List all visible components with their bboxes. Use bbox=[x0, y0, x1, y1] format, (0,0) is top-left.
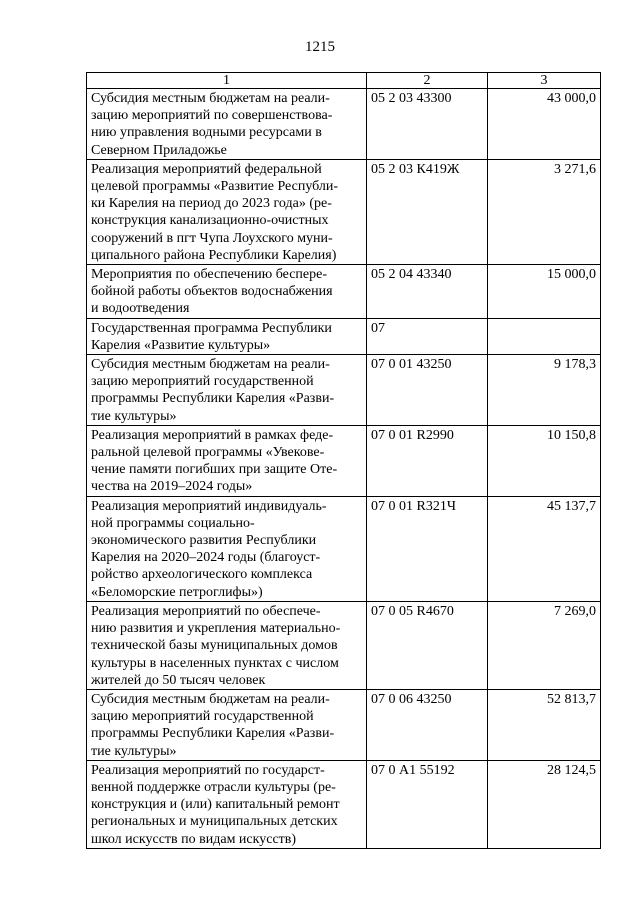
row-code-cell: 07 0 05 R4670 bbox=[367, 601, 488, 689]
row-code-cell: 05 2 04 43340 bbox=[367, 265, 488, 319]
row-name-line: тие культуры» bbox=[91, 408, 177, 424]
row-amount-cell: 9 178,3 bbox=[488, 355, 601, 426]
row-code-cell: 07 0 01 R2990 bbox=[367, 425, 488, 496]
row-name-line: Реализация мероприятий индивидуаль- bbox=[91, 498, 327, 514]
table-row bbox=[87, 425, 601, 496]
table-header-row bbox=[87, 73, 601, 89]
row-amount-cell: 45 137,7 bbox=[488, 496, 601, 601]
row-name-line: школ искусств по видам искусств) bbox=[91, 831, 297, 847]
page-number: 1215 bbox=[305, 39, 335, 55]
row-name-cell bbox=[87, 496, 367, 601]
row-name-line: программы Республики Карелия «Разви- bbox=[91, 726, 335, 742]
row-amount-cell: 52 813,7 bbox=[488, 689, 601, 760]
row-code-cell: 07 0 06 43250 bbox=[367, 689, 488, 760]
column-header-2: 2 bbox=[367, 73, 488, 89]
row-name-line: конструкция и (или) капитальный ремонт bbox=[91, 797, 340, 813]
row-code-cell: 05 2 03 К419Ж bbox=[367, 159, 488, 264]
row-name-cell bbox=[87, 760, 367, 848]
table-row bbox=[87, 159, 601, 264]
row-name-line: Реализация мероприятий в рамках феде- bbox=[91, 427, 334, 443]
table-row bbox=[87, 265, 601, 319]
row-name-cell bbox=[87, 601, 367, 689]
row-amount-cell: 10 150,8 bbox=[488, 425, 601, 496]
row-name-line: ципального района Республики Карелия) bbox=[91, 247, 337, 263]
row-name-line: региональных и муниципальных детских bbox=[91, 814, 338, 830]
row-name-line: нию управления водными ресурсами в bbox=[91, 125, 322, 141]
row-name-line: тие культуры» bbox=[91, 743, 177, 759]
row-amount-cell: 43 000,0 bbox=[488, 89, 601, 160]
row-name-line: Мероприятия по обеспечению беспере- bbox=[91, 267, 328, 283]
row-code-cell: 07 bbox=[367, 318, 488, 354]
row-name-line: жителей до 50 тысяч человек bbox=[91, 672, 266, 688]
row-amount-cell: 15 000,0 bbox=[488, 265, 601, 319]
row-name-line: конструкция канализационно-очистных bbox=[91, 213, 329, 229]
row-name-line: ной программы социально- bbox=[91, 515, 255, 531]
table-row bbox=[87, 355, 601, 426]
row-name-line: программы Республики Карелия «Разви- bbox=[91, 391, 335, 407]
row-name-line: целевой программы «Развитие Республи- bbox=[91, 179, 339, 195]
row-name-line: сооружений в пгт Чупа Лоухского муни- bbox=[91, 230, 333, 246]
row-code-cell: 05 2 03 43300 bbox=[367, 89, 488, 160]
row-name-line: венной поддержке отрасли культуры (ре- bbox=[91, 779, 336, 795]
row-name-cell bbox=[87, 318, 367, 354]
row-amount-cell: 3 271,6 bbox=[488, 159, 601, 264]
row-name-line: зацию мероприятий государственной bbox=[91, 709, 314, 725]
row-name-line: и водоотведения bbox=[91, 301, 190, 317]
row-name-line: Реализация мероприятий по обеспече- bbox=[91, 603, 321, 619]
row-name-line: бойной работы объектов водоснабжения bbox=[91, 284, 333, 300]
table-row bbox=[87, 89, 601, 160]
row-name-line: зацию мероприятий государственной bbox=[91, 374, 314, 390]
table-row bbox=[87, 760, 601, 848]
row-name-line: Субсидия местным бюджетам на реали- bbox=[91, 691, 330, 707]
row-amount-cell: 7 269,0 bbox=[488, 601, 601, 689]
row-name-line: технической базы муниципальных домов bbox=[91, 638, 338, 654]
row-name-line: Государственная программа Республики bbox=[91, 320, 332, 336]
row-name-cell bbox=[87, 89, 367, 160]
row-name-line: Субсидия местным бюджетам на реали- bbox=[91, 91, 330, 106]
row-name-line: ки Карелия на период до 2023 года» (ре- bbox=[91, 196, 332, 212]
row-name-line: Карелия на 2020–2024 годы (благоуст- bbox=[91, 550, 321, 566]
budget-table bbox=[86, 72, 601, 849]
row-name-line: Карелия «Развитие культуры» bbox=[91, 337, 271, 353]
row-name-line: ральной целевой программы «Увекове- bbox=[91, 445, 325, 461]
row-name-line: чение памяти погибших при защите Оте- bbox=[91, 462, 338, 478]
table-row bbox=[87, 601, 601, 689]
row-code-cell: 07 0 01 43250 bbox=[367, 355, 488, 426]
row-name-line: экономического развития Республики bbox=[91, 533, 317, 549]
column-header-1: 1 bbox=[87, 73, 367, 89]
row-code-cell: 07 0 01 R321Ч bbox=[367, 496, 488, 601]
row-name-line: культуры в населенных пунктах с числом bbox=[91, 655, 339, 671]
row-name-line: ройство археологического комплекса bbox=[91, 567, 313, 583]
row-amount-cell bbox=[488, 318, 601, 354]
row-name-line: «Беломорские петроглифы») bbox=[91, 584, 263, 600]
table-body bbox=[87, 89, 601, 849]
row-name-cell bbox=[87, 159, 367, 264]
row-name-line: Субсидия местным бюджетам на реали- bbox=[91, 357, 330, 373]
column-header-3: 3 bbox=[488, 73, 601, 89]
table-row bbox=[87, 689, 601, 760]
row-name-line: нию развития и укрепления материально- bbox=[91, 621, 341, 637]
row-name-cell bbox=[87, 425, 367, 496]
table-row bbox=[87, 318, 601, 354]
table-row bbox=[87, 496, 601, 601]
row-name-cell bbox=[87, 689, 367, 760]
row-name-line: Реализация мероприятий по государст- bbox=[91, 762, 325, 778]
row-name-line: Северном Приладожье bbox=[91, 142, 227, 158]
row-code-cell: 07 0 А1 55192 bbox=[367, 760, 488, 848]
row-name-line: чества на 2019–2024 годы» bbox=[91, 479, 253, 495]
table-header bbox=[87, 73, 601, 89]
row-name-line: зацию мероприятий по совершенствова- bbox=[91, 108, 333, 124]
row-name-line: Реализация мероприятий федеральной bbox=[91, 161, 322, 177]
row-name-cell bbox=[87, 265, 367, 319]
row-name-cell bbox=[87, 355, 367, 426]
row-amount-cell: 28 124,5 bbox=[488, 760, 601, 848]
